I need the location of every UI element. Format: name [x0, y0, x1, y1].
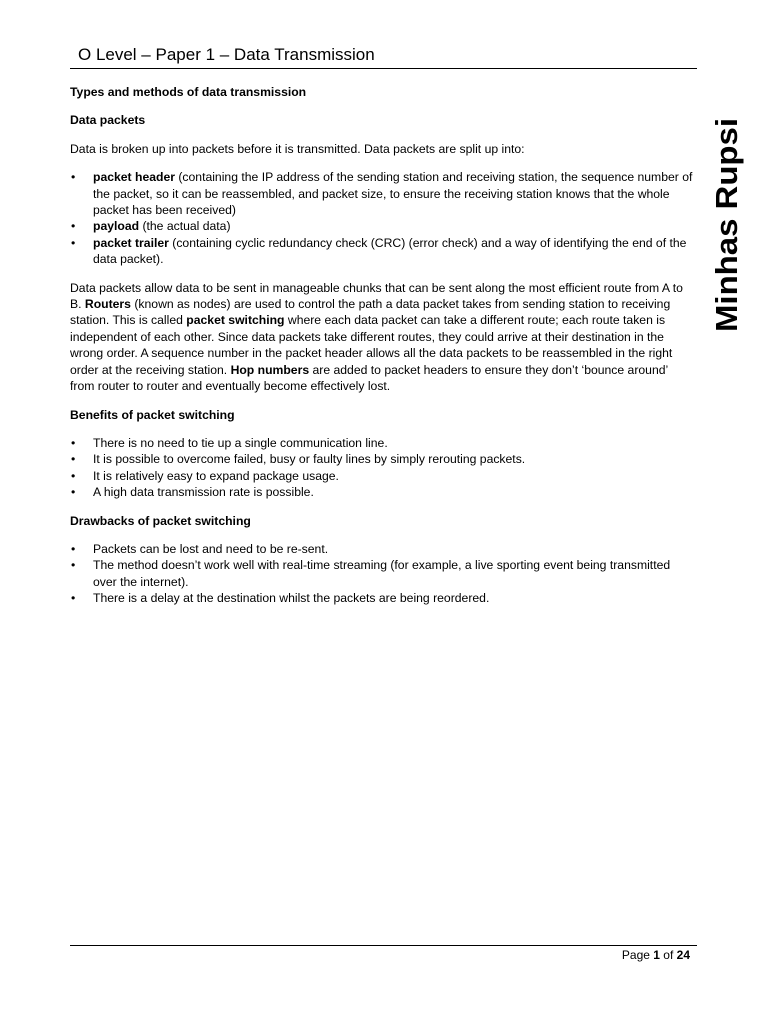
list-item-text: There is a delay at the destination whilst the packets are being reordered.: [93, 591, 490, 606]
page-label: Page: [621, 948, 654, 962]
bullet-icon: •: [71, 452, 76, 467]
list-item-text: (the actual data): [139, 219, 231, 234]
list-item: [70, 218, 695, 234]
list-item: [70, 484, 695, 500]
bullet-icon: •: [71, 558, 76, 573]
watermark-text: Minhas Rupsi: [709, 130, 744, 332]
paragraph-text: Data packets allow data to be sent in manageable chunks that can be sent along the most efficient route from A to B.: [70, 280, 683, 312]
watermark-signature: [706, 110, 746, 335]
bullet-icon: •: [71, 591, 76, 606]
drawbacks-list: [70, 541, 695, 607]
benefits-list: [70, 435, 695, 501]
paragraph-text: (known as nodes) are used to control the path a data packet takes from sending station to receiving station. This is called: [70, 297, 671, 328]
bullet-icon: •: [71, 485, 76, 500]
bullet-icon: •: [71, 468, 76, 483]
term-packet-switching: packet switching: [186, 313, 285, 328]
footer-divider: [70, 945, 697, 946]
page-footer: [622, 948, 690, 962]
term-packet-header: packet header: [93, 170, 175, 185]
page-header: [70, 44, 697, 69]
list-item: [70, 557, 695, 590]
paragraph-text: where each data packet can take a different route; each route taken is independent of each other. Since data packets take different routes, they could arrive at their destination in the wrong order. A sequence number in the packet header allows all the data packets to be reassembled in the right order at the receiving station.: [70, 313, 673, 377]
list-item: [70, 169, 695, 218]
list-item: [70, 451, 695, 467]
bullet-icon: •: [71, 170, 76, 185]
page-title: O Level – Paper 1 – Data Transmission: [78, 45, 375, 64]
list-item-text: A high data transmission rate is possible.: [93, 485, 314, 500]
watermark-svg: [706, 110, 746, 335]
term-routers: Routers: [84, 297, 131, 312]
term-packet-trailer: packet trailer: [93, 235, 169, 250]
packet-parts-list: [70, 169, 695, 267]
page-of-label: of: [659, 948, 677, 962]
page-total: 24: [676, 948, 690, 962]
list-item: [70, 590, 695, 606]
list-item-text: The method doesn’t work well with real-time streaming (for example, a live sporting event being transmitted over the internet).: [93, 558, 671, 589]
bullet-icon: •: [71, 219, 76, 234]
section-heading-benefits: Benefits of packet switching: [70, 407, 235, 422]
list-item-text: (containing cyclic redundancy check (CRC) (error check) and a way of identifying the end of the data packet).: [93, 235, 687, 267]
section-heading-data-packets: Data packets: [70, 113, 146, 128]
term-payload: payload: [93, 219, 140, 234]
list-item-text: There is no need to tie up a single communication line.: [93, 435, 388, 450]
list-item: [70, 468, 695, 484]
document-body: [70, 84, 695, 607]
list-item: [70, 435, 695, 451]
section-heading-drawbacks: Drawbacks of packet switching: [70, 513, 251, 528]
list-item: [70, 541, 695, 557]
page-number: 1: [653, 948, 660, 962]
list-item-text: (containing the IP address of the sending station and receiving station, the sequence number of the packet, so it can be reassembled, and packet size, to ensure the receiving station knows that the whole packet has been received): [93, 170, 693, 218]
list-item-text: It is possible to overcome failed, busy or faulty lines by simply rerouting packets.: [93, 452, 526, 467]
list-item-text: It is relatively easy to expand package usage.: [93, 468, 339, 483]
term-hop-numbers: Hop numbers: [230, 362, 310, 377]
packet-switching-paragraph: [70, 280, 695, 395]
bullet-icon: •: [71, 435, 76, 450]
paragraph-text: are added to packet headers to ensure they don’t ‘bounce around’ from router to router and eventually become effectively lost.: [70, 362, 668, 394]
data-packets-intro: Data is broken up into packets before it is transmitted. Data packets are split up into:: [70, 141, 525, 156]
bullet-icon: •: [71, 541, 76, 556]
list-item-text: Packets can be lost and need to be re-sent.: [93, 541, 329, 556]
section-heading-types: Types and methods of data transmission: [70, 85, 307, 99]
bullet-icon: •: [71, 235, 76, 250]
list-item: [70, 235, 695, 268]
